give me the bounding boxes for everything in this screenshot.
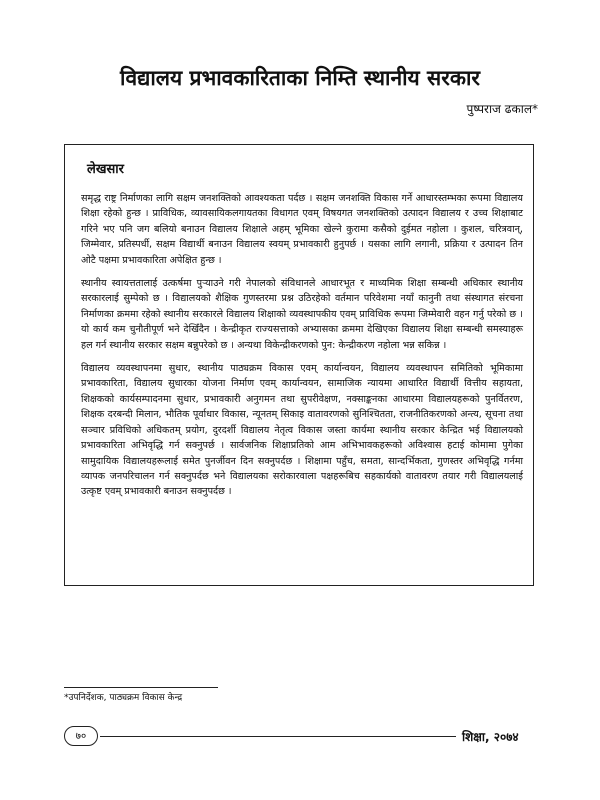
abstract-paragraph-3: विद्यालय व्यवस्थापनमा सुधार, स्थानीय पाठ्यक्रम विकास एवम् कार्यान्वयन, विद्यालय व्यवस्थापन समितिको भूमिकामा प्रभावकारिता, विद्यालय सुधारका योजना निर्माण एवम् कार्यान्वयन, सामाजिक न्यायमा आधारित विद्यार्थी वित्तीय सहायता, शिक्षकको कार्यसम्पादनमा सुधार, प्रभावकारी अनुगमन तथा सुपरीवेक्षण, नक्साङ्कनका आधारमा विद्यालयहरूको पुनर्वितरण, शिक्षक दरबन्दी मिलान, भौतिक पूर्वाधार विकास, न्यूनतम् सिकाइ वातावरणको सुनिश्चितता, राजनीतिकरणको अन्त्य, सूचना तथा सञ्चार प्रविधिको अधिकतम् प्रयोग, दुरदर्शी विद्यालय नेतृत्व विकास जस्ता कार्यमा स्थानीय सरकार केन्द्रित भई विद्यालयको प्रभावकारिता अभिवृद्धि गर्न सक्नुपर्छ । सार्वजनिक शिक्षाप्रतिको आम अभिभावकहरूको अविश्वास हटाई कोमामा पुगेका सामुदायिक विद्यालयहरूलाई समेत पुनर्जीवन दिन सक्नुपर्दछ । शिक्षामा पहुँच, समता, सान्दर्भिकता, गुणस्तर अभिवृद्धि गर्नमा व्यापक जनपरिचालन गर्न सक्नुपर्दछ भने विद्यालयका सरोकारवाला पक्षहरूबिच सहकार्यको वातावरण तयार गरी विद्यालयलाई उत्कृष्ट एवम् प्रभावकारी बनाउन सक्नुपर्दछ । [81, 363, 523, 498]
journal-name: शिक्षा, २०७४ [462, 730, 519, 744]
page-number: ७० [64, 726, 98, 746]
author-name: पुष्पराज ढकाल [466, 102, 532, 116]
author-footnote-marker: * [532, 102, 538, 116]
abstract-paragraph-2: स्थानीय स्वायत्ततालाई उत्कर्षमा पुऱ्याउने गरी नेपालको संविधानले आधारभूत र माध्यमिक शिक्षा सम्बन्धी अधिकार स्थानीय सरकारलाई सुम्पेको छ । विद्यालयको शैक्षिक गुणस्तरमा प्रश्न उठिरहेको वर्तमान परिवेशमा नयाँ कानुनी तथा संस्थागत संरचना निर्माणका क्रममा रहेको स्थानीय सरकारले विद्यालय शिक्षाको व्यवस्थापकीय एवम् प्राविधिक रूपमा जिम्मेवारी वहन गर्नु परेको छ । यो कार्य कम चुनौतीपूर्ण भने देखिँदैन । केन्द्रीकृत राज्यसत्ताको अभ्यासका क्रममा देखिएका विद्यालय शिक्षा सम्बन्धी समस्याहरू हल गर्न स्थानीय सरकार सक्षम बन्नुपरेको छ । अन्यथा विकेन्द्रीकरणको पुन: केन्द्रीकरण नहोला भन्न सकिन्न । [81, 278, 523, 351]
footnote-divider [64, 687, 218, 688]
article-title: विद्यालय प्रभावकारिताका निम्ति स्थानीय सरकार [120, 66, 480, 90]
abstract-paragraph-1: समृद्ध राष्ट्र निर्माणका लागि सक्षम जनशक्तिको आवश्यकता पर्दछ । सक्षम जनशक्ति विकास गर्ने आधारस्तम्भका रूपमा विद्यालय शिक्षा रहेको हुन्छ । प्राविधिक, व्यावसायिकलगायतका विधागत एवम् विषयगत जनशक्तिको उत्पादन विद्यालय र उच्च शिक्षाबाट गरिने भए पनि जग बलियो बनाउन विद्यालय शिक्षाले अहम् भूमिका खेल्ने कुरामा कसैको दुईमत नहोला । कुशल, चरित्रवान्, जिम्मेवार, प्रतिस्पर्धी, सक्षम विद्यार्थी बनाउन विद्यालय स्वयम् प्रभावकारी हुनुपर्छ । यसका लागि लगानी, प्रक्रिया र उत्पादन तिन ओटै पक्षमा प्रभावकारिता अपेक्षित हुन्छ । [81, 193, 523, 266]
author-line [467, 100, 538, 117]
abstract-heading: लेखसार [87, 162, 124, 177]
footer-rule [100, 736, 456, 737]
abstract-box [64, 144, 534, 586]
footnote: *उपनिर्देशक, पाठ्यक्रम विकास केन्द्र [64, 693, 183, 703]
